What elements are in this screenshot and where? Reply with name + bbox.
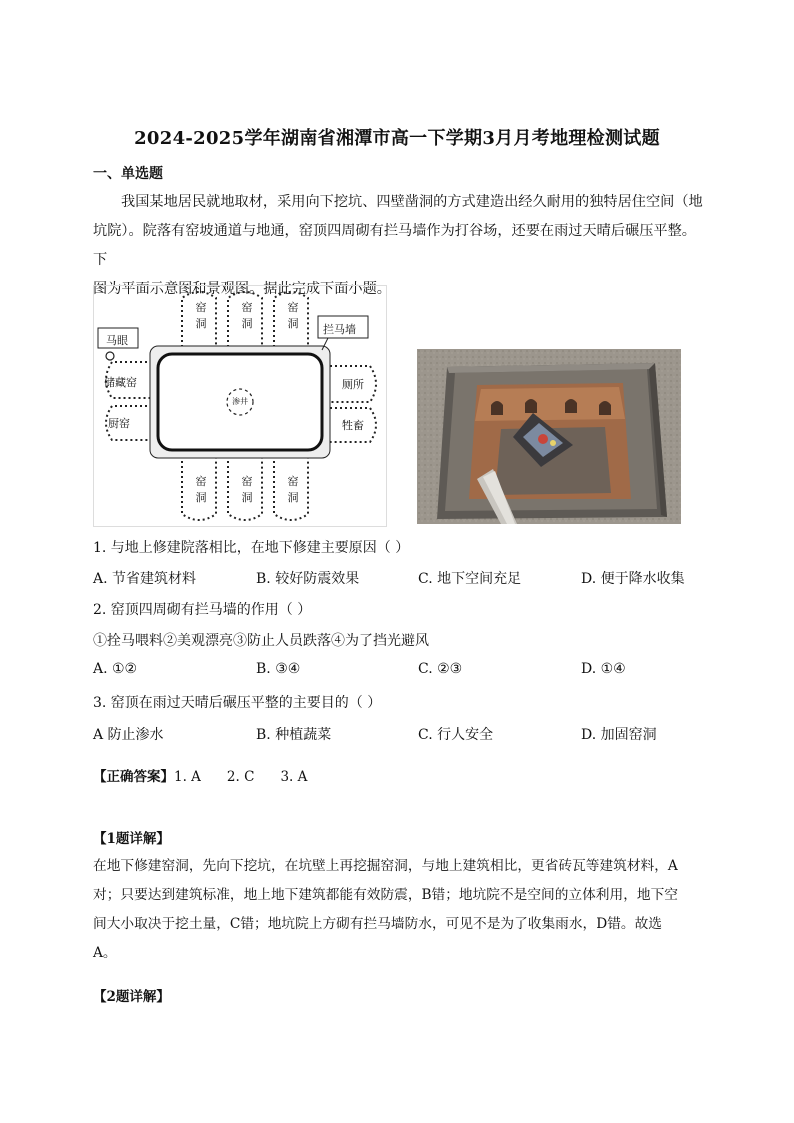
mayan-marker [106, 352, 114, 360]
top-cave-label-2: 窑洞 [241, 301, 253, 330]
livestock-room-label: 牲畜 [342, 419, 364, 432]
question-2-option-a[interactable]: A. ①② [93, 661, 138, 677]
detail-1-line: 在地下修建窑洞，先向下挖坑，在坑壁上再挖掘窑洞，与地上建筑相比，更省砖瓦等建筑材料，A [93, 858, 678, 874]
question-1-option-d[interactable]: D. 便于降水收集 [581, 571, 685, 587]
storage-room-label: 储藏窑 [104, 376, 137, 389]
top-cave-label-3: 窑洞 [287, 301, 299, 330]
question-1-option-a[interactable]: A. 节省建筑材料 [93, 571, 197, 587]
top-cave-label-1: 窑洞 [195, 301, 207, 330]
landscape-photo [417, 349, 681, 524]
detail-1-line: A。 [93, 945, 117, 961]
bottom-cave-label-1: 窑洞 [195, 475, 207, 504]
answer-item: 3. A [280, 769, 308, 785]
landscape-photo-svg [417, 349, 681, 524]
answer-key [93, 765, 307, 785]
well-label: 渗井 [232, 397, 248, 406]
answer-item: 1. A [174, 769, 201, 785]
mayan-label: 马眼 [106, 334, 128, 347]
wall-label: 拦马墙 [323, 323, 356, 336]
question-1-stem: 1. 与地上修建院落相比，在地下修建主要原因（ ） [93, 540, 410, 556]
question-3-option-a[interactable]: A 防止渗水 [93, 727, 164, 743]
question-2-option-d[interactable]: D. ①④ [581, 661, 626, 677]
question-2-statements: ①拴马喂料②美观漂亮③防止人员跌落④为了挡光避风 [93, 633, 429, 649]
question-2-stem: 2. 窑顶四周砌有拦马墙的作用（ ） [93, 602, 312, 618]
intro-line: 图为平面示意图和景观图。据此完成下面小题。 [93, 281, 391, 297]
question-1-option-b[interactable]: B. 较好防震效果 [256, 571, 360, 587]
section-heading: 一、单选题 [93, 166, 163, 182]
question-3-stem: 3. 窑顶在雨过天晴后碾压平整的主要目的（ ） [93, 695, 382, 711]
kitchen-room-label: 厨窑 [108, 417, 130, 430]
answer-key-label: 【正确答案】 [93, 769, 174, 785]
plan-diagram [93, 285, 387, 527]
question-2-option-c[interactable]: C. ②③ [418, 661, 463, 677]
bottom-cave-label-3: 窑洞 [287, 475, 299, 504]
question-2-option-b[interactable]: B. ③④ [256, 661, 301, 677]
question-3-option-c[interactable]: C. 行人安全 [418, 727, 494, 743]
question-1-option-c[interactable]: C. 地下空间充足 [418, 571, 522, 587]
detail-1-heading: 【1题详解】 [93, 831, 170, 847]
question-3-option-b[interactable]: B. 种植蔬菜 [256, 727, 332, 743]
toilet-room-label: 厕所 [342, 378, 364, 391]
intro-line: 坑院）。院落有窑坡通道与地通，窑顶四周砌有拦马墙作为打谷场，还要在雨过天晴后碾压平整。下 [93, 223, 696, 268]
detail-1-line: 间大小取决于挖土量，C错；地坑院上方砌有拦马墙防水，可见不是为了收集雨水，D错。故选 [93, 916, 662, 932]
intro-line: 我国某地居民就地取材，采用向下挖坑、四壁凿洞的方式建造出经久耐用的独特居住空间（地 [121, 194, 703, 210]
bottom-cave-label-2: 窑洞 [241, 475, 253, 504]
detail-1-text [93, 852, 707, 968]
detail-1-line: 对；只要达到建筑标准，地上地下建筑都能有效防震，B错；地坑院不是空间的立体利用，地下空 [93, 887, 678, 903]
detail-2-heading: 【2题详解】 [93, 989, 170, 1005]
answer-item: 2. C [226, 769, 255, 785]
page-title: 2024-2025学年湖南省湘潭市高一下学期3月月考地理检测试题 [134, 128, 660, 149]
question-3-option-d[interactable]: D. 加固窑洞 [581, 727, 657, 743]
